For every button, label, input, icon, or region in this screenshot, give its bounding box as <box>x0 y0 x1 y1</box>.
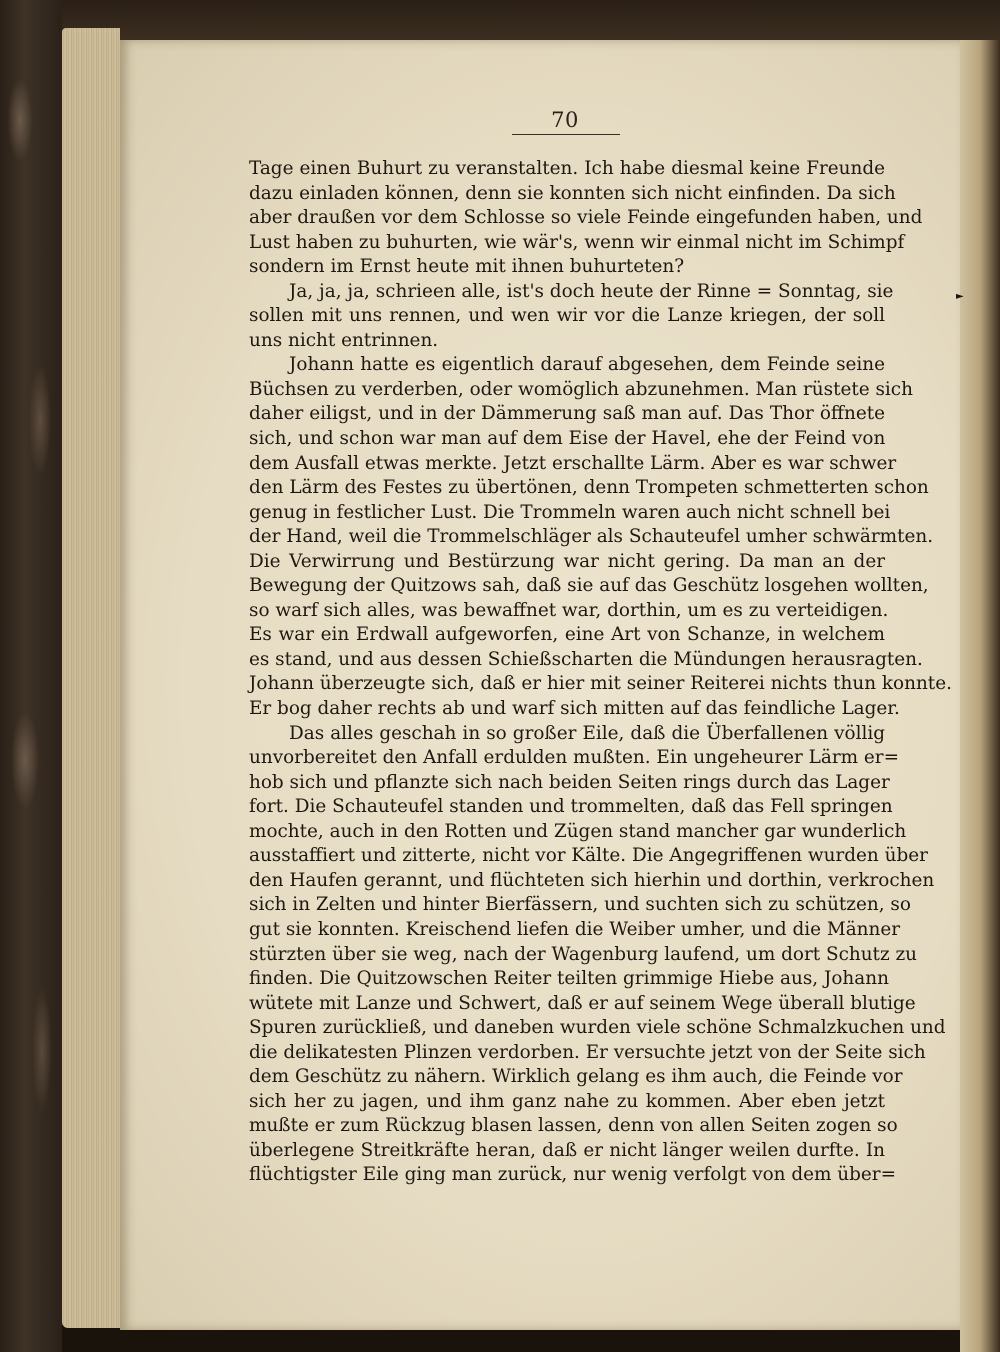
text-line: Spuren zurückließ, und daneben wurden viele schöne Schmalzkuchen und <box>249 1017 946 1039</box>
text-line: flüchtigster Eile ging man zurück, nur wenig verfolgt von dem über= <box>249 1164 897 1186</box>
text-line: Das alles geschah in so großer Eile, daß die Überfallenen völlig <box>289 722 885 744</box>
text-line: unvorbereitet den Anfall erdulden mußten. Ein ungeheurer Lärm er= <box>249 747 899 769</box>
text-line: den Lärm des Festes zu übertönen, denn Trompeten schmetterten schon <box>249 477 929 499</box>
text-line: Johann hatte es eigentlich darauf abgesehen, dem Feinde seine <box>289 354 885 376</box>
text-line: Es war ein Erdwall aufgeworfen, eine Art von Schanze, in welchem <box>249 624 885 646</box>
text-line: hob sich und pflanzte sich nach beiden Seiten rings durch das Lager <box>249 771 890 793</box>
page-number: 70 <box>551 108 579 132</box>
text-line: sich her zu jagen, und ihm ganz nahe zu kommen. Aber eben jetzt <box>249 1090 885 1112</box>
body-text <box>249 157 952 1188</box>
text-line: dem Geschütz zu nähern. Wirklich gelang es ihm auch, die Feinde vor <box>249 1066 903 1088</box>
text-line: sondern im Ernst heute mit ihnen buhurteten? <box>249 256 685 278</box>
text-line: Johann überzeugte sich, daß er hier mit seiner Reiterei nichts thun konnte. <box>249 673 952 695</box>
text-line: Tage einen Buhurt zu veranstalten. Ich habe diesmal keine Freunde <box>249 158 885 179</box>
text-line: sich in Zelten und hinter Bierfässern, und suchten sich zu schützen, so <box>249 894 911 916</box>
text-line: sich, und schon war man auf dem Eise der Havel, ehe der Feind von <box>249 428 886 450</box>
text-line: so warf sich alles, was bewaffnet war, dorthin, um es zu verteidigen. <box>249 599 889 621</box>
text-line: gut sie konnten. Kreischend liefen die Weiber umher, und die Männer <box>249 918 901 940</box>
text-line: uns nicht entrinnen. <box>249 329 439 351</box>
scan-background-top <box>62 0 1000 40</box>
text-line: Er bog daher rechts ab und warf sich mitten auf das feindliche Lager. <box>249 698 900 720</box>
text-line: stürzten über sie weg, nach der Wagenburg laufend, um dort Schutz zu <box>249 943 918 965</box>
text-line: aber draußen vor dem Schlosse so viele Feinde eingefunden haben, und <box>249 207 923 229</box>
text-line: es stand, und aus dessen Schießscharten die Mündungen herausragten. <box>249 648 923 670</box>
header-rule <box>512 134 620 135</box>
text-line: dem Ausfall etwas merkte. Jetzt erschallte Lärm. Aber es war schwer <box>249 452 897 474</box>
text-line: daher eiligst, und in der Dämmerung saß man auf. Das Thor öffnete <box>249 403 885 425</box>
text-line: wütete mit Lanze und Schwert, daß er auf seinem Wege überall blutige <box>249 992 916 1014</box>
text-line: genug in festlicher Lust. Die Trommeln waren auch nicht schnell bei <box>249 501 891 523</box>
text-line: fort. Die Schauteufel standen und trommelten, daß das Fell springen <box>249 796 893 818</box>
text-line: Die Verwirrung und Bestürzung war nicht gering. Da man an der <box>249 550 885 572</box>
page-edge-stack <box>62 28 120 1328</box>
text-line: Büchsen zu verderben, oder womöglich abzunehmen. Man rüstete sich <box>249 378 913 400</box>
margin-marker-icon: ► <box>956 291 964 302</box>
text-line: ausstaffiert und zitterte, nicht vor Kälte. Die Angegriffenen wurden über <box>249 845 928 867</box>
text-line: finden. Die Quitzowschen Reiter teilten grimmige Hiebe aus, Johann <box>249 968 889 990</box>
text-line: Ja, ja, ja, schrieen alle, ist's doch heute der Rinne = Sonntag, sie <box>289 280 894 302</box>
book-cover-marbled <box>0 0 62 1352</box>
text-line: dazu einladen können, denn sie konnten sich nicht einfinden. Da sich <box>249 182 896 204</box>
page-right-edge <box>960 40 1000 1352</box>
text-line: mochte, auch in den Rotten und Zügen stand mancher gar wunderlich <box>249 820 907 842</box>
text-line: Bewegung der Quitzows sah, daß sie auf das Geschütz losgehen wollten, <box>249 575 929 597</box>
text-line: überlegene Streitkräfte heran, daß er nicht länger weilen durfte. In <box>249 1139 885 1161</box>
text-line: der Hand, weil die Trommelschläger als Schauteufel umher schwärmten. <box>249 526 934 548</box>
text-line: den Haufen gerannt, und flüchteten sich hierhin und dorthin, verkrochen <box>249 869 935 891</box>
text-line: Lust haben zu buhurten, wie wär's, wenn wir einmal nicht im Schimpf <box>249 231 905 253</box>
text-line: sollen mit uns rennen, und wen wir vor die Lanze kriegen, der soll <box>249 305 885 327</box>
text-line: die delikatesten Plinzen verdorben. Er versuchte jetzt von der Seite sich <box>249 1041 926 1063</box>
text-line: mußte er zum Rückzug blasen lassen, denn von allen Seiten zogen so <box>249 1115 898 1137</box>
